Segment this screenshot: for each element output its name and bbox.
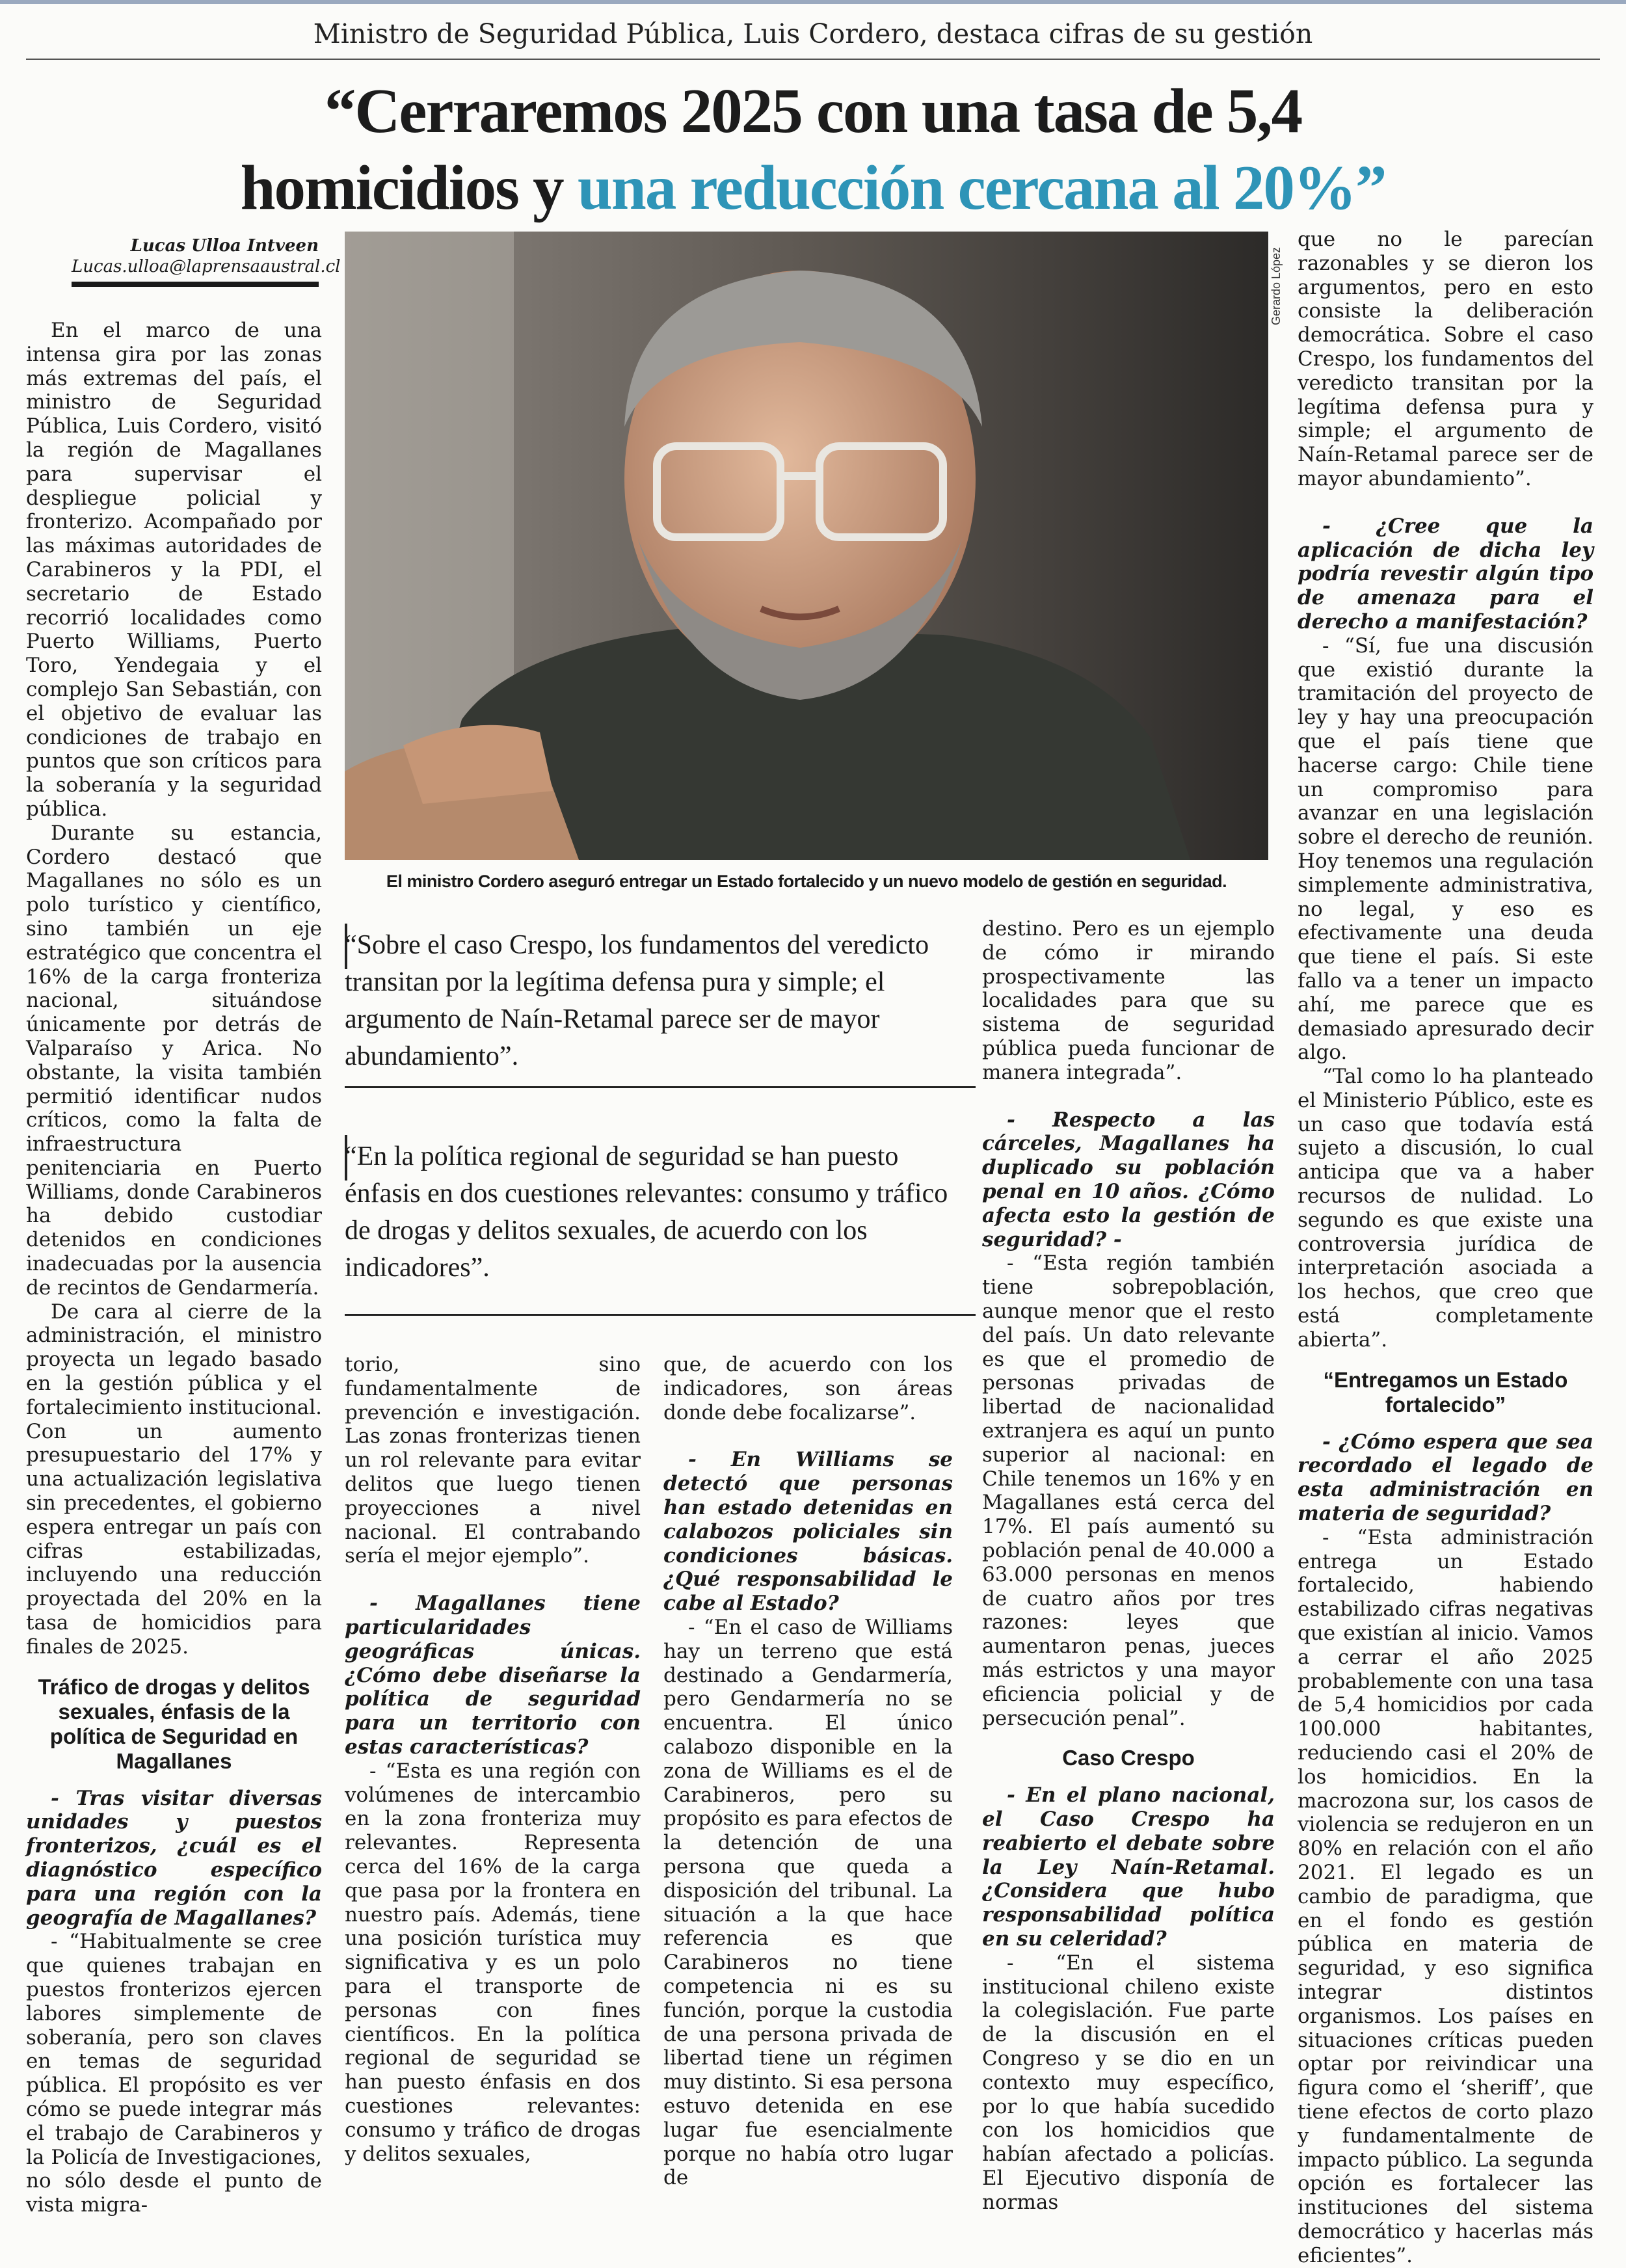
interview-question: - Magallanes tiene particularidades geográficas únicas. ¿Cómo debe diseñarse la política de seguridad para un territorio con estas características?: [345, 1592, 641, 1759]
interview-question: - Respecto a las cárceles, Magallanes ha duplicado su población penal en 10 años. ¿Cómo afecta esto la gestión de seguridad? -: [982, 1108, 1275, 1251]
photo-credit: Gerardo López: [1270, 247, 1283, 325]
paragraph: torio, sino fundamentalmente de prevención e investigación. Las zonas fronterizas tienen un rol relevante para evitar delitos que luego tienen proyecciones a nivel nacional. El contrabando sería el mejor ejemplo”.: [345, 1353, 641, 1568]
subhead-trafico: Tráfico de drogas y delitos sexuales, énfasis de la política de Seguridad en Magallanes: [38, 1674, 310, 1773]
interview-question: - En Williams se detectó que personas han estado detenidas en calabozos policiales sin condiciones básicas. ¿Qué responsabilidad le cabe al Estado?: [663, 1448, 953, 1616]
interview-question: - Tras visitar diversas unidades y puestos fronterizos, ¿cuál es el diagnóstico específico para una región con la geografía de Magallanes?: [26, 1786, 322, 1930]
article-column-3: [663, 1353, 953, 2190]
paragraph: - “Habitualmente se cree que quienes trabajan en puestos fronterizos ejercen labores simplemente de soberanía, pero son claves en temas de seguridad pública. El propósito es ver cómo se puede integrar más el trabajo de Carabineros y la Policía de Investigaciones, no sólo desde el punto de vista migra-: [26, 1930, 322, 2217]
headline-highlight: una reducción cercana al 20%”: [577, 153, 1386, 222]
portrait-photo: [345, 232, 1268, 860]
paragraph: que no le parecían razonables y se dieron los argumentos, pero en esto consiste la deliberación democrática. Sobre el caso Crespo, los fundamentos del veredicto transitan por la legítima defensa pura y simple; el argumento de Naín-Retamal parece ser de mayor abundamiento”.: [1298, 228, 1593, 490]
article-column-4: [982, 917, 1275, 2215]
paragraph: De cara al cierre de la administración, el ministro proyecta un legado basado en la gestión pública y el fortalecimiento institucional. Con un aumento presupuestario del 17% y una actualización legislativa sin precedentes, el gobierno espera entregar un país con cifras estabilizadas, incluyendo una reducción proyectada del 20% en la tasa de homicidios para finales de 2025.: [26, 1300, 322, 1659]
headline: [195, 73, 1431, 226]
pullquote-rule: [345, 1086, 976, 1088]
article-column-2: [345, 1353, 641, 2166]
paragraph: En el marco de una intensa gira por las zonas más extremas del país, el ministro de Seguridad Pública, Luis Cordero, visitó la región de Magallanes para supervisar el despliegue policial y fronterizo. Acompañado por las máximas autoridades de Carabineros y la PDI, el secretario de Estado recorrió localidades como Puerto Williams, Puerto Toro, Yendegaia y el complejo San Sebastián, con el objetivo de evaluar las condiciones de trabajo en puntos que son críticos para la soberanía y la seguridad pública.: [26, 319, 322, 821]
kicker: Ministro de Seguridad Pública, Luis Cordero, destaca cifras de su gestión: [313, 18, 1313, 49]
subhead-legado: “Entregamos un Estado fortalecido”: [1323, 1367, 1568, 1417]
paragraph: - “En el caso de Williams hay un terreno que está destinado a Gendarmería, pero Gendarmería no se encuentra. El único calabozo disponible en la zona de Williams es el de Carabineros, pero su propósito es para efectos de la detención de una persona que queda a disposición del tribunal. La situación a la que hace referencia es que Carabineros no tiene competencia ni es su función, porque la custodia de una persona privada de libertad tiene un régimen muy distinto. Si esa persona estuvo detenida en ese lugar fue esencialmente porque no había otro lugar de: [663, 1615, 953, 2190]
paragraph: - “En el sistema institucional chileno existe la colegislación. Fue parte de la discusión en el Congreso y se dio en un contexto muy específico, por lo que había sucedido con los homicidios que habían afectado a policías. El Ejecutivo disponía de normas: [982, 1951, 1275, 2214]
paragraph: - “Esta es una región con volúmenes de intercambio en la zona fronteriza muy relevantes. Representa cerca del 16% de la carga que pasa por la frontera en nuestro país. Además, tiene una posición turística muy significativa y es un polo para el transporte de personas con fines científicos. En la política regional de seguridad se han puesto énfasis en dos cuestiones relevantes: consumo y tráfico de drogas y delitos sexuales,: [345, 1759, 641, 2166]
paragraph: que, de acuerdo con los indicadores, son áreas donde debe focalizarse”.: [663, 1353, 953, 1424]
byline-email[interactable]: Lucas.ulloa@laprensaaustral.cl: [72, 257, 341, 276]
top-color-strip: [0, 0, 1626, 4]
photo-caption: El ministro Cordero aseguró entregar un Estado fortalecido y un nuevo modelo de gestión en seguridad.: [386, 872, 1227, 891]
paragraph: Durante su estancia, Cordero destacó que Magallanes no sólo es un polo turístico y científico, sino también un eje estratégico que concentra el 16% de la carga fronteriza nacional, situándose únicamente por detrás de Valparaíso y Arica. No obstante, la visita también permitió identificar nudos críticos, como la falta de infraestructura penitenciaria en Puerto Williams, donde Carabineros ha debido custodiar detenidos en condiciones inadecuadas por la ausencia de recintos de Gendarmería.: [26, 821, 322, 1300]
pullquote-2: “En la política regional de seguridad se han puesto énfasis en dos cuestiones relevantes: consumo y tráfico de drogas y delitos sexuales, de acuerdo con los indicadores”.: [345, 1141, 948, 1283]
subhead-caso-crespo: Caso Crespo: [1062, 1746, 1195, 1770]
article-column-1: [26, 319, 322, 2217]
byline: [72, 235, 341, 277]
byline-author: Lucas Ulloa Intveen: [130, 236, 319, 256]
interview-question: - En el plano nacional, el Caso Crespo ha reabierto el debate sobre la Ley Naín-Retamal. ¿Considera que hubo responsabilidad política en su celeridad?: [982, 1783, 1275, 1951]
interview-question: - ¿Cree que la aplicación de dicha ley podría revestir algún tipo de amenaza para el derecho a manifestación?: [1298, 514, 1593, 634]
pullquote-rule: [345, 1314, 976, 1316]
paragraph: - “Sí, fue una discusión que existió durante la tramitación del proyecto de ley y hay una preocupación que el país tiene que hacerse cargo: Chile tiene un compromiso para avanzar en una legislación sobre el derecho de reunión. Hoy tenemos una regulación simplemente administrativa, no legal, y eso es efectivamente una deuda que tiene el país. Si este fallo va a tener un impacto ahí, me parece que es demasiado apresurado decir algo.: [1298, 634, 1593, 1065]
interview-question: - ¿Cómo espera que sea recordado el legado de esta administración en materia de seguridad?: [1298, 1430, 1593, 1526]
article-column-5: [1298, 228, 1593, 2268]
headline-line2: homicidios y: [240, 153, 578, 222]
section-rule: [26, 59, 1600, 60]
byline-rule: [72, 282, 319, 287]
paragraph: - “Esta administración entrega un Estado fortalecido, habiendo estabilizado cifras negativas que existían al inicio. Vamos a cerrar el año 2025 probablemente con una tasa de 5,4 homicidios por cada 100.000 habitantes, reduciendo casi el 20% de los homicidios. En la macrozona sur, los casos de violencia se redujeron en un 80% en relación con el año 2021. El legado es un cambio de paradigma, que en el fondo es gestión pública en materia de seguridad, y eso significa integrar distintos organismos. Los países en situaciones críticas pueden optar por reivindicar una figura como el ‘sheriff’, que tiene efectos de corto plazo y fundamentalmente de impacto público. La segunda opción es fortalecer las instituciones del sistema democrático y hacerlas más eficientes”.: [1298, 1525, 1593, 2267]
pullquote-1: “Sobre el caso Crespo, los fundamentos del veredicto transitan por la legítima defensa pura y simple; el argumento de Naín-Retamal parece ser de mayor abundamiento”.: [345, 930, 929, 1071]
paragraph: destino. Pero es un ejemplo de cómo ir mirando prospectivamente las localidades para que su sistema de seguridad pública pueda funcionar de manera integrada”.: [982, 917, 1275, 1084]
paragraph: - “Esta región también tiene sobrepoblación, aunque menor que el resto del país. Un dato relevante es que el promedio de personas privadas de libertad de nacionalidad extranjera es aquí un punto superior al nacional: en Chile tenemos un 16% y en Magallanes está cerca del 17%. El país aumentó su población penal de 40.000 a 63.000 personas en menos de cuatro años por tres razones: leyes que aumentaron penas, jueces más estrictos y una mayor eficiencia policial y de persecución penal”.: [982, 1251, 1275, 1730]
paragraph: “Tal como lo ha planteado el Ministerio Público, este es un caso que todavía está sujeto a discusión, lo cual anticipa que va a haber recursos de nulidad. Lo segundo es que existe una controversia jurídica de interpretación asociada a los hechos, que creo que está completamente abierta”.: [1298, 1065, 1594, 1352]
headline-line1: “Cerraremos 2025 con una tasa de 5,4: [324, 76, 1302, 146]
portrait-illustration: [345, 232, 1268, 860]
